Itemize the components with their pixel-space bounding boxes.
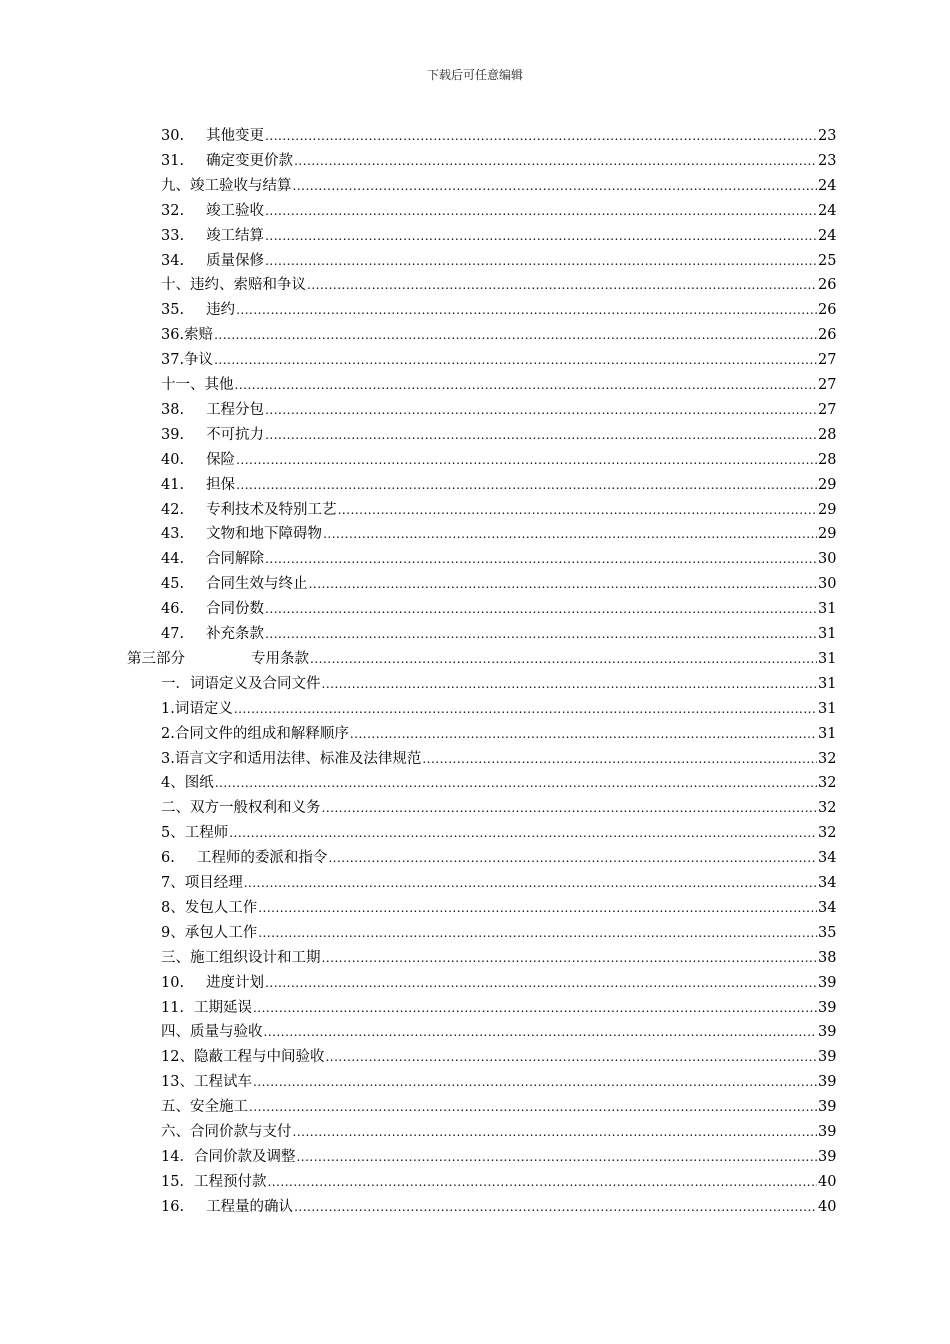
toc-page-number: 39 — [818, 974, 837, 991]
toc-entry-title: 工程分包 — [206, 401, 265, 418]
toc-entry[interactable] — [0, 448, 950, 472]
toc-page-number: 39 — [818, 1099, 837, 1116]
dot-leader — [294, 1195, 817, 1219]
toc-entry[interactable] — [0, 722, 950, 746]
toc-entry-title: 37.争议 — [161, 352, 214, 369]
toc-entry-label — [161, 771, 214, 795]
toc-entry-number: 6. — [161, 850, 175, 867]
toc-entry-label — [161, 149, 293, 173]
dot-leader — [322, 672, 818, 696]
page-header: 下载后可任意编辑 — [426, 68, 523, 82]
toc-entry-label — [161, 224, 264, 248]
toc-entry-label — [161, 1145, 295, 1169]
toc-entry-title: 十一、其他 — [161, 377, 234, 393]
toc-entry-title: 工程师的委派和指令 — [196, 850, 328, 867]
toc-entry-label — [161, 896, 257, 920]
toc-entry-title: 质量保修 — [206, 252, 265, 269]
toc-entry-label — [161, 1120, 292, 1144]
toc-entry-number: 35. — [161, 302, 185, 319]
toc-entry-title: 三、施工组织设计和工期 — [161, 949, 321, 966]
toc-entry[interactable] — [0, 199, 950, 223]
toc-entry-label — [161, 1020, 263, 1044]
toc-entry[interactable] — [0, 1020, 950, 1044]
toc-page-number: 31 — [818, 650, 837, 667]
toc-entry[interactable] — [0, 373, 950, 397]
toc-entry-title: 36.索赔 — [161, 327, 214, 344]
toc-entry-title: 5、工程师 — [161, 825, 229, 842]
toc-entry-number: 16. — [161, 1198, 185, 1215]
dot-leader — [214, 323, 817, 347]
dot-leader — [264, 1020, 818, 1044]
toc-page-number: 29 — [818, 476, 837, 493]
toc-entry-label — [161, 722, 349, 746]
dot-leader — [265, 199, 817, 223]
toc-page-number: 28 — [818, 451, 837, 468]
toc-entry-label — [161, 1070, 252, 1094]
toc-entry-title: 8、发包人工作 — [161, 899, 258, 916]
toc-entry[interactable] — [0, 1045, 950, 1069]
toc-entry[interactable] — [0, 547, 950, 571]
dot-leader — [307, 273, 817, 297]
toc-entry-title: 一．词语定义及合同文件 — [161, 675, 321, 692]
toc-page-number: 27 — [818, 377, 837, 393]
toc-entry-title: 文物和地下障碍物 — [206, 526, 323, 543]
toc-page-number: 32 — [818, 750, 837, 767]
toc-entry-label — [127, 647, 309, 671]
toc-entry-title: 14．合同价款及调整 — [161, 1148, 296, 1165]
toc-entry-label — [161, 373, 234, 397]
toc-entry-label — [161, 996, 252, 1020]
dot-leader — [293, 174, 818, 198]
toc-entry[interactable] — [0, 597, 950, 621]
dot-leader — [293, 1120, 818, 1144]
toc-page-number: 24 — [818, 177, 837, 194]
dot-leader — [244, 871, 817, 895]
toc-entry-title: 4、图纸 — [161, 775, 214, 792]
dot-leader — [236, 473, 817, 497]
toc-entry[interactable] — [0, 174, 950, 198]
toc-entry[interactable] — [0, 921, 950, 945]
toc-page-number: 30 — [818, 551, 837, 568]
toc-entry-number: 30. — [161, 128, 185, 144]
dot-leader — [253, 1070, 817, 1094]
toc-entry-number: 32. — [161, 202, 185, 219]
toc-page-number: 26 — [818, 327, 837, 344]
toc-entry-label — [161, 846, 327, 870]
dot-leader — [265, 124, 817, 148]
toc-entry[interactable] — [0, 572, 950, 596]
toc-entry-number: 47. — [161, 626, 185, 642]
dot-leader — [229, 821, 817, 845]
toc-page-number: 40 — [818, 1173, 837, 1190]
toc-entry-title: 进度计划 — [206, 974, 265, 991]
toc-page-number: 39 — [818, 1074, 837, 1091]
toc-entry-title: 不可抗力 — [206, 426, 265, 443]
toc-entry-label — [161, 473, 235, 497]
dot-leader — [296, 1145, 817, 1169]
toc-entry-title: 合同份数 — [206, 601, 265, 618]
toc-entry-label — [161, 871, 243, 895]
toc-entry-label — [161, 946, 321, 970]
toc-entry[interactable] — [0, 124, 950, 148]
toc-page-number: 30 — [818, 576, 837, 593]
toc-entry-title: 十、违约、索赔和争议 — [161, 277, 306, 294]
toc-page-number: 31 — [818, 601, 837, 618]
toc-entry-label — [161, 174, 292, 198]
dot-leader — [309, 572, 817, 596]
toc-entry-number: 41. — [161, 476, 185, 493]
dot-leader — [350, 722, 817, 746]
toc-page-number: 39 — [818, 1124, 837, 1140]
dot-leader — [422, 747, 817, 771]
toc-entry-label — [161, 597, 264, 621]
toc-page-number: 40 — [818, 1198, 837, 1215]
toc-entry[interactable] — [0, 796, 950, 820]
dot-leader — [265, 398, 817, 422]
toc-entry-title: 竣工结算 — [206, 227, 265, 244]
dot-leader — [265, 622, 817, 646]
toc-entry-title: 二、双方一般权利和义务 — [161, 800, 321, 817]
toc-entry-title: 3.语言文字和适用法律、标准及法律规范 — [161, 750, 422, 767]
toc-entry-title: 五、安全施工 — [161, 1099, 248, 1116]
toc-entry[interactable] — [0, 323, 950, 347]
toc-page-number: 35 — [818, 924, 837, 941]
toc-entry[interactable] — [0, 821, 950, 845]
toc-entry-label — [161, 1170, 266, 1194]
toc-entry[interactable] — [0, 672, 950, 696]
dot-leader — [236, 448, 817, 472]
toc-entry-label — [161, 348, 213, 372]
toc-entry-title: 12、隐蔽工程与中间验收 — [161, 1049, 325, 1066]
toc-page-number: 26 — [818, 302, 837, 319]
dot-leader — [234, 697, 817, 721]
toc-entry-label — [161, 1195, 293, 1219]
toc-entry[interactable] — [0, 647, 950, 671]
toc-entry-title: 保险 — [206, 451, 236, 468]
toc-entry-title: 9、承包人工作 — [161, 924, 258, 941]
toc-entry[interactable] — [0, 971, 950, 995]
toc-entry-number: 31. — [161, 152, 185, 169]
toc-entry-title: 四、质量与验收 — [161, 1024, 263, 1041]
toc-page-number: 31 — [818, 675, 837, 692]
toc-entry-title: 合同解除 — [206, 551, 265, 568]
toc-entry[interactable] — [0, 498, 950, 522]
toc-page-number: 34 — [818, 899, 837, 916]
toc-entry[interactable] — [0, 249, 950, 273]
toc-entry[interactable] — [0, 697, 950, 721]
toc-entry-label — [161, 622, 264, 646]
toc-page-number: 39 — [818, 1049, 837, 1066]
toc-entry-label — [161, 398, 264, 422]
toc-page-number: 39 — [818, 1024, 837, 1041]
toc-page-number: 39 — [818, 1148, 837, 1165]
dot-leader — [294, 149, 817, 173]
dot-leader — [265, 224, 817, 248]
toc-entry[interactable] — [0, 348, 950, 372]
toc-entry[interactable] — [0, 946, 950, 970]
toc-entry-title: 确定变更价款 — [206, 152, 294, 169]
toc-entry-title: 其他变更 — [206, 128, 265, 144]
toc-entry-number: 39. — [161, 426, 185, 443]
toc-entry[interactable] — [0, 996, 950, 1020]
toc-entry-label — [161, 572, 308, 596]
dot-leader — [338, 498, 817, 522]
toc-entry-number: 33. — [161, 227, 185, 244]
toc-entry-title: 2.合同文件的组成和解释顺序 — [161, 725, 349, 742]
dot-leader — [265, 249, 817, 273]
toc-entry-label — [161, 697, 233, 721]
dot-leader — [265, 547, 817, 571]
toc-entry[interactable] — [0, 423, 950, 447]
toc-page-number: 29 — [818, 501, 837, 518]
toc-entry-label — [161, 498, 337, 522]
toc-entry-label — [161, 298, 235, 322]
toc-entry[interactable] — [0, 771, 950, 795]
toc-entry-label — [161, 796, 321, 820]
toc-entry-title: 专利技术及特别工艺 — [206, 501, 337, 518]
toc-entry-title: 7、项目经理 — [161, 875, 243, 891]
toc-entry-label — [161, 547, 264, 571]
toc-entry[interactable] — [0, 224, 950, 248]
toc-entry-title: 违约 — [206, 302, 236, 319]
dot-leader — [265, 423, 817, 447]
toc-entry-number: 42. — [161, 501, 185, 518]
toc-page-number: 31 — [818, 626, 837, 642]
dot-leader — [249, 1095, 817, 1119]
toc-entry-label — [161, 672, 321, 696]
toc-entry[interactable] — [0, 1195, 950, 1219]
toc-entry-title: 15．工程预付款 — [161, 1173, 267, 1190]
toc-entry-label — [161, 971, 264, 995]
toc-page-number: 32 — [818, 775, 837, 792]
toc-entry-label — [161, 522, 322, 546]
toc-page-number: 29 — [818, 526, 837, 543]
toc-entry[interactable] — [0, 1145, 950, 1169]
toc-entry-label — [161, 747, 421, 771]
toc-entry-label — [161, 273, 306, 297]
dot-leader — [325, 1045, 817, 1069]
toc-entry-title: 补充条款 — [206, 626, 265, 642]
toc-entry[interactable] — [0, 1070, 950, 1094]
toc-entry[interactable] — [0, 1095, 950, 1119]
dot-leader — [258, 921, 817, 945]
toc-entry-label — [161, 1045, 324, 1069]
toc-entry[interactable] — [0, 398, 950, 422]
dot-leader — [322, 946, 818, 970]
toc-entry[interactable] — [0, 1120, 950, 1144]
toc-page-number: 27 — [818, 352, 837, 369]
toc-page-number: 28 — [818, 426, 837, 443]
toc-entry-label — [161, 423, 264, 447]
toc-entry[interactable] — [0, 149, 950, 173]
dot-leader — [258, 896, 817, 920]
toc-entry[interactable] — [0, 846, 950, 870]
toc-entry-title: 担保 — [206, 476, 236, 493]
toc-entry-label — [161, 323, 213, 347]
toc-page-number: 23 — [818, 128, 837, 144]
dot-leader — [265, 597, 817, 621]
toc-entry[interactable] — [0, 298, 950, 322]
toc-entry-number: 第三部分 — [127, 650, 185, 667]
toc-entry[interactable] — [0, 273, 950, 297]
toc-entry-label — [161, 199, 264, 223]
dot-leader — [235, 373, 818, 397]
dot-leader — [323, 522, 817, 546]
dot-leader — [267, 1170, 817, 1194]
dot-leader — [253, 996, 817, 1020]
toc-entry-title: 九、竣工验收与结算 — [161, 177, 292, 194]
toc-entry-title: 竣工验收 — [206, 202, 265, 219]
toc-entry[interactable] — [0, 473, 950, 497]
toc-page-number: 34 — [818, 875, 837, 891]
toc-entry-number: 46. — [161, 601, 185, 618]
toc-page-number: 25 — [818, 252, 837, 269]
toc-page-number: 32 — [818, 800, 837, 817]
toc-entry-title: 13、工程试车 — [161, 1074, 252, 1091]
dot-leader — [322, 796, 818, 820]
toc-entry-number: 40. — [161, 451, 185, 468]
dot-leader — [236, 298, 817, 322]
dot-leader — [214, 348, 817, 372]
toc-entry[interactable] — [0, 622, 950, 646]
toc-entry-title: 六、合同价款与支付 — [161, 1124, 292, 1140]
toc-entry-label — [161, 1095, 248, 1119]
toc-entry[interactable] — [0, 871, 950, 895]
toc-entry-label — [161, 249, 264, 273]
toc-entry-label — [161, 921, 257, 945]
toc-page-number: 27 — [818, 401, 837, 418]
toc-entry[interactable] — [0, 896, 950, 920]
toc-page-number: 23 — [818, 152, 837, 169]
toc-entry-number: 10. — [161, 974, 185, 991]
dot-leader — [215, 771, 817, 795]
toc-entry-number: 44. — [161, 551, 185, 568]
toc-entry-title: 1.词语定义 — [161, 700, 233, 717]
toc-entry-label — [161, 448, 235, 472]
dot-leader — [265, 971, 817, 995]
toc-entry-title: 工程量的确认 — [206, 1198, 294, 1215]
toc-entry[interactable] — [0, 522, 950, 546]
toc-entry-title: 合同生效与终止 — [206, 576, 308, 593]
toc-page-number: 24 — [818, 227, 837, 244]
toc-entry-number: 43. — [161, 526, 185, 543]
toc-page-number: 31 — [818, 725, 837, 742]
toc-entry-title: 专用条款 — [251, 650, 309, 667]
toc-entry[interactable] — [0, 747, 950, 771]
toc-entry-number: 34. — [161, 252, 185, 269]
toc-page-number: 24 — [818, 202, 837, 219]
toc-entry-label — [161, 821, 228, 845]
toc-entry-number: 38. — [161, 401, 185, 418]
dot-leader — [328, 846, 817, 870]
toc-entry[interactable] — [0, 1170, 950, 1194]
toc-entry-number: 45. — [161, 576, 185, 593]
toc-entry-label — [161, 124, 264, 148]
dot-leader — [310, 647, 817, 671]
toc-page-number: 32 — [818, 825, 837, 842]
toc-entry-title: 11．工期延误 — [161, 999, 252, 1016]
toc-page-number: 26 — [818, 277, 837, 294]
toc-page-number: 31 — [818, 700, 837, 717]
toc-page-number: 39 — [818, 999, 837, 1016]
toc-page-number: 38 — [818, 949, 837, 966]
toc-page-number: 34 — [818, 850, 837, 867]
